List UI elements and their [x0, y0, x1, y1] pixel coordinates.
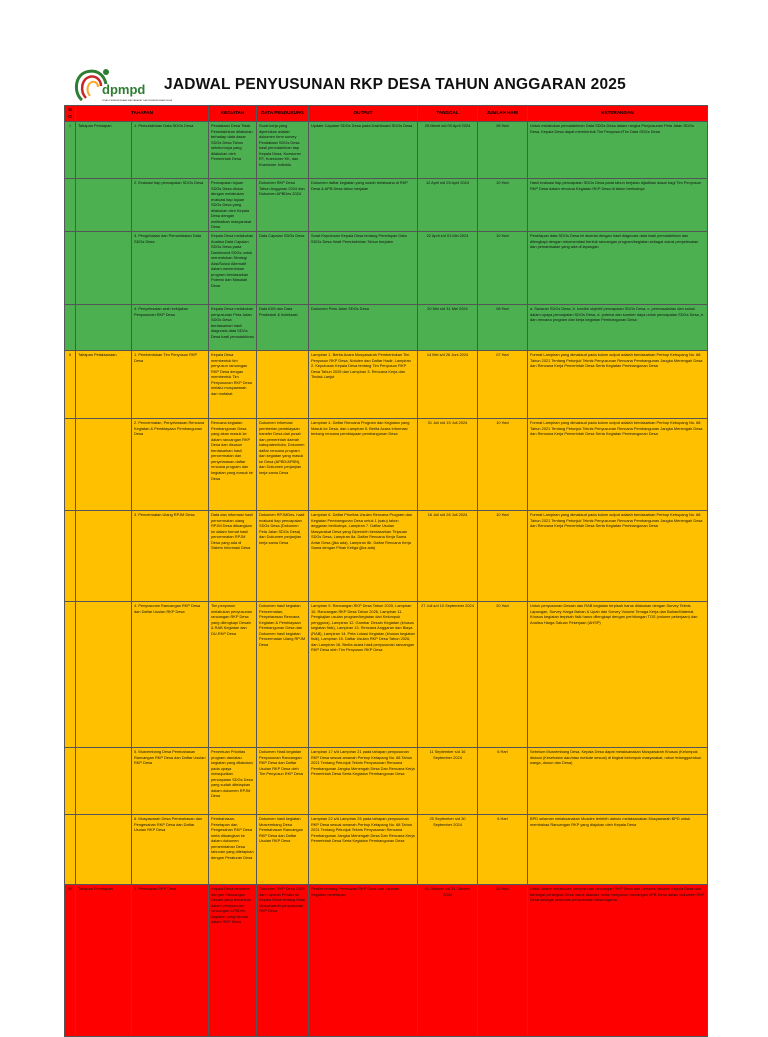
- row-keterangan: Hasil evaluasi tiap pencapaian SDGs Desa pada tahun berjalan dijadikan dasar bagi Tim Penyusun RKP Desa dalam rencana Kegiatan RKP Desa di tahun berikutnya: [528, 179, 708, 232]
- row-kegiatan: Pencapaian tujuan SDGs Desa diukur dengan melakukan evaluasi tiap tujuan SDGs Desa yang dilakukan oleh Kepala Desa dengan melibatkan masyarakat Desa: [209, 179, 257, 232]
- row-tanggal: 01 Juli s/d 15 Juli 2024: [418, 419, 478, 511]
- row-tanggal: 12 April s/d 25 April 2024: [418, 179, 478, 232]
- row-keterangan: Format Lampiran yang dimaksud pada kolom output adalah berdasarkan Perbup Kebupang No. 68 Tahun 2021 Tentang Petunjuk Teknis Penyusunan Rencana Pembangunan Jangka Menengah Desa dan Rencana Kerja Pemerintah Desa Serta Kegiatan Pembangunan Desa: [528, 351, 708, 419]
- row-keterangan: BPD selaman melaksanakan Musdes terlebih dahulu melaksanakan Musyawarah BPD untuk membahas Rancangan RKP yang diajukan oleh Kepala Desa: [528, 815, 708, 885]
- table-row: [65, 419, 708, 511]
- row-kegiatan: Kepala Desa melakukan Analisa Data Capaian SDGs Desa pada Dashboard SDGs untuk menentukan Strategi Aksi/Solusi Alternatif dalam menentukan program berdasarkan Potensi dan Masalah Desa: [209, 232, 257, 305]
- row-output: Dokumen daftar kegiatan yang sudah terlaksana di RKP Desa & APB Desa tahun berjalan: [309, 179, 418, 232]
- row-sub-tahapan: 2. Pencermatan, Penyelarasan Rencana Kegiatan & Pembiayaan Pembangunan Desa: [132, 419, 209, 511]
- table-row: [65, 179, 708, 232]
- row-no: [65, 602, 76, 748]
- column-header-jumlah-hari: JUMLAH HARI: [478, 106, 528, 122]
- column-header-tanggal: TANGGAL: [418, 106, 478, 122]
- row-keterangan: Untuk penyusunan Desain dan RAB kegiatan terpisah harus dilakukan dengan Survey Teknis Lapangan, Survey Harga Bahan & Upah dan Survey Volume Tenaga Kerja dan Bahan/Material. Khusus kegiatan terpisah fisik harus dilengkapi dengan perhitungan TOS (volume pekerjaan) dan Analisa Harga Satuan Pekerjaan (AHSP): [528, 602, 708, 748]
- row-kegiatan: Pembahasan, Penetapan dan Pengesahan RKP Desa serta dituangkan ke dalam dokumen pemerintahan Desa tahunan yang ditetapkan dengan Peraturan Desa: [209, 815, 257, 885]
- row-sub-tahapan: 5. Musrembang Desa Pembahasan Rancangan RKP Desa dan Daftar Usulan RKP Desa: [132, 748, 209, 815]
- row-tahapan: [76, 511, 132, 602]
- dpmpd-logo: [72, 66, 173, 106]
- table-row: [65, 122, 708, 179]
- row-sub-tahapan: 1. Pembentukan Tim Penyusun RKP Desa: [132, 351, 209, 419]
- table-row: [65, 305, 708, 351]
- row-sub-tahapan: 4. Penyelesaian arah kebijakan Penyusunan RKP Desa: [132, 305, 209, 351]
- row-output: Lampiran 1. Berita Acara Musyawarah Pembentukan Tim Penyusun RKP Desa, Notulen dan Daftar Hadir, Lampiran 2. Keputusan Kepala Desa tentang Tim Penyusun RKP Desa Tahun 2025 dan Lampiran 3. Rencana Kerja dan Tindak Lanjut: [309, 351, 418, 419]
- row-tahapan: Tahapan Persiapan: [76, 122, 132, 179]
- row-kegiatan: Pendataan Desa Tidak Pemutakhiran dilakukan terhadap data dasar SDGs Desa Tahun sebelumnya yang dilakukan oleh Pemerintah Desa: [209, 122, 257, 179]
- row-tahapan: [76, 179, 132, 232]
- table-row: [65, 351, 708, 419]
- row-output: Dokumen Peta Jalan SDGs Desa: [309, 305, 418, 351]
- row-data-pendukung: Dokumen hasil kegiatan Pencermatan, Penyelarasan Rencana Kegiatan & Pembiayaan Pembangunan Desa dan Dokumen hasil kegiatan Pencermatan Ulang RPJM Desa: [257, 602, 309, 748]
- row-sub-tahapan: 6. Musyawarah Desa Pembahasan dan Pengesahan RKP Desa dan Daftar Usulan RKP Desa: [132, 815, 209, 885]
- page-title: JADWAL PENYUSUNAN RKP DESA TAHUN ANGGARAN 2025: [164, 76, 626, 93]
- row-sub-tahapan: 1. Pemutakhiran Data SDGs Desa: [132, 122, 209, 179]
- row-jumlah-hari: 08 Hari: [478, 305, 528, 351]
- row-jumlah-hari: 20 Hari: [478, 885, 528, 1037]
- row-tanggal: 25 Maret s/d 09 April 2024: [418, 122, 478, 179]
- row-data-pendukung: Dokumen RKP Desa Tahun Anggaran 2024 dan Dokumen APBDes 2024: [257, 179, 309, 232]
- row-sub-tahapan: 3. Pengelolaan dan Pemanfaatan Data SDGs Desa: [132, 232, 209, 305]
- row-tahapan: Tahapan Pelaksanaan: [76, 351, 132, 419]
- row-jumlah-hari: 10 Hari: [478, 179, 528, 232]
- row-sub-tahapan: 1. Penetapan RKP Desa: [132, 885, 209, 1037]
- row-jumlah-hari: 20 Hari: [478, 602, 528, 748]
- row-no: [65, 815, 76, 885]
- table-row: [65, 885, 708, 1037]
- row-jumlah-hari: 08 Hari: [478, 122, 528, 179]
- row-kegiatan: Rencana kegiatan Pembangunan Desa yang akan masuk ke dalam rancangan RKP Desa dan disusun berdasarkan hasil pencermatan dan penyelarasan daftar rencana program dan kegiatan yang masuk ke Desa: [209, 419, 257, 511]
- row-tanggal: 14 Mei s/d 26 Juni 2024: [418, 351, 478, 419]
- row-tahapan: Tahapan Penetapan: [76, 885, 132, 1037]
- row-keterangan: Untuk melakukan pemutakhiran Data SDGs Desa dalam rangka Penyusunan Peta Jalan SDGs Desa, Kepala Desa dapat membentuk Tim Penyusun/Tim Data SDGs Desa: [528, 122, 708, 179]
- row-no: [65, 232, 76, 305]
- row-sub-tahapan: 3. Pencermatan Ulang RPJM Desa: [132, 511, 209, 602]
- row-keterangan: Penetapan data SDGs Desa ini disertai dengan hasil diagnosis data hasil pemutakhiran dan dilengkapi dengan rekomendasi bentuk rancangan program/kegiatan sebagai solusi penyelesaian dan pemanfaatan yang ada di lapangan: [528, 232, 708, 305]
- column-header-kegiatan: KEGIATAN: [209, 106, 257, 122]
- row-tahapan: [76, 602, 132, 748]
- row-output: Perdes tentang Penetapan RKP Desa dan Laporan Kegiatan penetapan: [309, 885, 418, 1037]
- row-output: Lampiran 22 s/d Lampiran 25 pada tahapan penyusunan RKP Desa sesuai amanah Perbup Ketapang No. 68 Tahun 2021 Tentang Petunjuk Teknis Penyusunan Rencana Pembangunan Jangka Menengah Desa Dan Rencana Kerja Pemerintah Desa Serta Kegiatan Pembangunan Desa: [309, 815, 418, 885]
- row-data-pendukung: Dokumen Hasil kegiatan Penyusunan Rancangan RKP Desa dan Daftar Usulan RKP Desa oleh Tim Penyusun RKP Desa: [257, 748, 309, 815]
- row-no: [65, 419, 76, 511]
- row-kegiatan: Kepala Desa melakukan penyusunan Peta Jalan SDGs Desa berdasarkan hasil diagnosis data SDGs Desa hasil pemutakhiran: [209, 305, 257, 351]
- table-row: [65, 815, 708, 885]
- row-output: Surat Keputusan Kepala Desa tentang Penetapan Data SDGs Desa Hasil Pemutakhiran Tahun berjalan: [309, 232, 418, 305]
- column-header-keterangan: KETERANGAN: [528, 106, 708, 122]
- row-jumlah-hari: 10 Hari: [478, 232, 528, 305]
- row-no: [65, 305, 76, 351]
- table-row: [65, 232, 708, 305]
- row-no: II: [65, 351, 76, 419]
- row-output: Lampiran 17 s/d Lampiran 21 pada tahapan penyusunan RKP Desa sesuai amanah Perbup Ketapang No. 68 Tahun 2021 Tentang Petunjuk Teknis Penyusunan Rencana Pembangunan Jangka Menengah Desa Dan Rencana Kerja Pemerintah Desa Serta Kegiatan Pembangunan Desa: [309, 748, 418, 815]
- row-jumlah-hari: 6 Hari: [478, 815, 528, 885]
- row-data-pendukung: Dokumen hasil kegiatan Musrembang Desa Pembahasan Rancangan RKP Desa dan Daftar Usulan RKP Desa: [257, 815, 309, 885]
- row-jumlah-hari: 10 Hari: [478, 419, 528, 511]
- row-no: III: [65, 885, 76, 1037]
- row-kegiatan: Tim penyusun melakukan penyusunan rancangan RKP Desa yang dilengkapi Desain & RAB Kegiatan dan DU-RKP Desa: [209, 602, 257, 748]
- row-no: [65, 511, 76, 602]
- row-keterangan: Sebelum Musrembang Desa, Kepala Desa dapat melaksanakan Musyawarah Khusus (Kelompok diskusi (Kesehatan dan/atau metode sesuai) di tingkat kelompok masyarakat, rukun tetangga/rukun warga, dusun dan Desa): [528, 748, 708, 815]
- column-header-tahapan: TAHAPAN: [76, 106, 209, 122]
- table-header-row: [65, 106, 708, 122]
- table-row: [65, 748, 708, 815]
- row-data-pendukung: Data Capaian SDGs Desa: [257, 232, 309, 305]
- row-data-pendukung: Surat kerja yang diperlukan adalah dokumen form survey Pendataan SDGs Desa hasil pemutakhiran tiap Kepala Desa, Kuesioner RT, Kuesioner KK, dan Kuesioner Individu: [257, 122, 309, 179]
- row-data-pendukung: [257, 351, 309, 419]
- row-sub-tahapan: 4. Penyusunan Rancangan RKP Desa dan Daftar Usulan RKP Desa: [132, 602, 209, 748]
- row-kegiatan: Kepala Desa bersama dengan Rancangan Desain yang tercantum dalam penyusunan rancangan APBDes kegiatan yang dimuat dalam RKP Desa: [209, 885, 257, 1037]
- column-header-output: OUTPUT: [309, 106, 418, 122]
- row-tanggal: 25 September s/d 30 September 2024: [418, 815, 478, 885]
- row-output: Update Capaian SDGs Desa pada Dashboard SDGs Desa: [309, 122, 418, 179]
- row-no: [65, 179, 76, 232]
- row-keterangan: Untuk dalam melakukan penyusunan rancangan RKP Desa dan pertama disusun Kepala Desa dan berbagai perangkat Desa harus diawasi, serta menyusun rancangan APB Desa dalam dokumen RKP Desa sebagai pedoman penyusunan Desa Agama: [528, 885, 708, 1037]
- row-output: Lampiran 9. Rancangan RKP Desa Tahun 2025, Lampiran 10. Rancangan RKP Desa Tahun 2026, Lampiran 11. Pengkajian usulan program/kegiatan dari Kelompok pengguna), Lampiran 12. Gambar Desain Kegiatan (khusus kegiatan fisik), Lampiran 13. Rencana Anggaran dan Biaya (RAB), Lampiran 14. Peta Lokasi Kegiatan (khusus kegiatan fisik), Lampiran 15. Daftar Usulan RKP Desa Tahun 2026, dan Lampiran 16. Berita acara hasil penyusunan rancangan RKP Desa oleh Tim Penyusun RKP Desa: [309, 602, 418, 748]
- row-keterangan: Format Lampiran yang dimaksud pada kolom output adalah berdasarkan Perbup Kebupang No. 68 Tahun 2021 Tentang Petunjuk Teknis Penyusunan Rencana Pembangunan Jangka Menengah Desa dan Rencana Kerja Pemerintah Desa Serta Kegiatan Pembangunan Desa: [528, 419, 708, 511]
- column-header-no: NO: [65, 106, 76, 122]
- row-output: Lampiran 6. Daftar Prioritas Usulan Rencana Program dan Kegiatan Pembangunan Desa untuk 1 (satu) tahun anggaran berikutnya, Lampiran 7. Daftar Usulan Masyarakat Desa yang Diperoleh berdasarkan Tinjauan SDGs Desa, Lampiran 8a. Daftar Rencana Kerja Sama Antar Desa (jika ada), Lampiran 8b. Daftar Rencana Kerja Sama dengan Pihak Ketiga (jika ada): [309, 511, 418, 602]
- row-sub-tahapan: 2. Evaluasi tiap pencapaian SDGs Desa: [132, 179, 209, 232]
- row-data-pendukung: Dokumen RPJMDes, hasil evaluasi tiap pencapaian SDGs Desa (Dokumen Peta Jalan SDGs Desa) dan Dokumen perjanjian kerja sama Desa: [257, 511, 309, 602]
- row-tahapan: [76, 419, 132, 511]
- schedule-table: [64, 105, 708, 1037]
- row-tanggal: 27 Juli s/d 10 September 2024: [418, 602, 478, 748]
- column-header-data-pendukung: DATA PENDUKUNG: [257, 106, 309, 122]
- row-tanggal: 11 September s/d 16 September 2024: [418, 748, 478, 815]
- row-no: I: [65, 122, 76, 179]
- row-tahapan: [76, 748, 132, 815]
- row-tahapan: [76, 232, 132, 305]
- row-tahapan: [76, 305, 132, 351]
- row-data-pendukung: Dokumen informasi pemberian pembiayaan transfer Desa dari pusat dan pemerintah daerah kabupaten/kota, Dokumen daftar rencana program dan kegiatan yang masuk ke Desa (APBD/APBN), dan Dokumen perjanjian kerja sama Desa: [257, 419, 309, 511]
- row-jumlah-hari: 6 Hari: [478, 748, 528, 815]
- table-row: [65, 511, 708, 602]
- row-no: [65, 748, 76, 815]
- row-keterangan: Format Lampiran yang dimaksud pada kolom output adalah berdasarkan Perbup Kebupang No. 68 Tahun 2021 Tentang Petunjuk Teknis Penyusunan Rencana Pembangunan Jangka Menengah Desa dan Rencana Kerja Pemerintah Desa Serta Kegiatan Pembangunan Desa: [528, 511, 708, 602]
- row-tahapan: [76, 815, 132, 885]
- row-keterangan: a. Sasaran SDGs Desa, b. kondisi objektif pencapaian SDGs Desa, c. permasalahan dan solusi dalam upaya pencapaian SDGs Desa, d. potensi dan sumber daya untuk pencapaian SDGs Desa, e. dan rencana program dan kerja kegiatan Pembangunan Desa: [528, 305, 708, 351]
- row-kegiatan: Penentuan Prioritas program dan/atau kegiatan yang dilakukan pada upaya mewujudkan pencapaian SDGs Desa yang sudah ditetapkan dalam dokumen RPJM Desa: [209, 748, 257, 815]
- row-tanggal: 22 April s/d 01 Mei 2024: [418, 232, 478, 305]
- row-tanggal: 16 Juli s/d 26 Juli 2024: [418, 511, 478, 602]
- row-data-pendukung: Data IDM dan Data Prodeskel & Indeksasi: [257, 305, 309, 351]
- row-kegiatan: Data dan informasi hasil pencermatan ulang RPJM Desa dituangkan ke dalam format hasil pencermatan RPJM Desa yang ada di Sistem Informasi Desa: [209, 511, 257, 602]
- row-tanggal: 20 Mei s/d 31 Mei 2024: [418, 305, 478, 351]
- document-header: [64, 66, 714, 110]
- row-jumlah-hari: 07 Hari: [478, 351, 528, 419]
- table-row: [65, 602, 708, 748]
- row-kegiatan: Kepala Desa membentuk tim penyusun rancangan RKP Desa dengan membentuk Tim Penyusunan RKP Desa melalui musyawarah dan mufakat: [209, 351, 257, 419]
- row-tanggal: 01 Oktober s/d 31 Oktober 2024: [418, 885, 478, 1037]
- svg-text:DINAS PEMBERDAYAAN MASYARAKAT: DINAS PEMBERDAYAAN MASYARAKAT DAN PEMERINTAHAN DESA: [102, 100, 173, 102]
- row-jumlah-hari: 10 Hari: [478, 511, 528, 602]
- row-output: Lampiran 4. Daftar Rencana Program dan Kegiatan yang Masuk ke Desa, dan Lampiran 5. Berita Acara Informasi tentang rencana pembiayaan pembangunan Desa: [309, 419, 418, 511]
- row-data-pendukung: Dokumen RKP Desa 2025 dan Laporan Peraturan Kepala Desa tentang Hasil Musyawarah penyusunan RKP Desa: [257, 885, 309, 1037]
- svg-text:dpmpd: dpmpd: [102, 82, 146, 97]
